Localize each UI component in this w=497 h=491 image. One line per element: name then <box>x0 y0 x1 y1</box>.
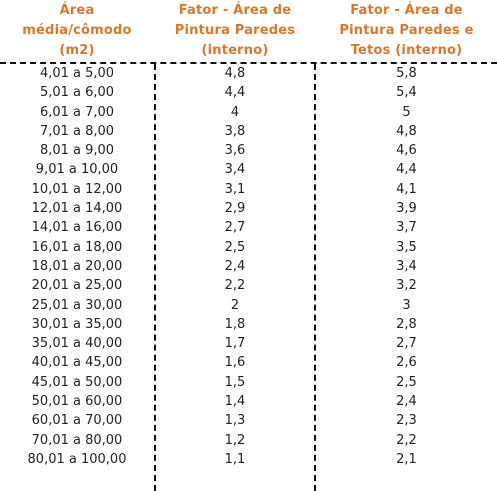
cell-fator-paredes-tetos: 2,7 <box>396 336 417 352</box>
cell-fator-paredes: 3,8 <box>224 123 246 139</box>
cell-fator-paredes: 4,4 <box>224 85 246 101</box>
cell-fator-paredes-tetos: 3,7 <box>396 220 417 236</box>
cell-fator-paredes: 1,4 <box>224 394 246 410</box>
cell-fator-paredes: 4,8 <box>224 66 246 81</box>
table-row <box>0 199 497 218</box>
cell-fator-paredes-tetos: 4,8 <box>396 123 417 139</box>
cell-fator-paredes-tetos: 4,4 <box>396 162 417 178</box>
cell-fator-paredes-tetos: 2,2 <box>396 432 417 448</box>
cell-fator-paredes: 3,1 <box>224 181 246 197</box>
header-fator-paredes-tetos: Fator - Área de Pintura Paredes e Tetos (interno) <box>339 3 474 58</box>
table-row <box>0 315 497 334</box>
cell-area-range: 50,01 a 60,00 <box>31 394 123 410</box>
table-row <box>0 276 497 295</box>
cell-fator-paredes-tetos: 2,5 <box>396 374 417 390</box>
cell-fator-paredes: 2,9 <box>224 201 246 217</box>
header-area-media-comodo: Área média/cômodo (m2) <box>22 3 132 58</box>
cell-fator-paredes: 3,6 <box>224 143 246 159</box>
cell-fator-paredes: 2,5 <box>224 239 246 255</box>
cell-fator-paredes-tetos: 2,4 <box>396 394 417 410</box>
cell-area-range: 45,01 a 50,00 <box>31 374 123 390</box>
table-header <box>0 0 497 64</box>
table-row <box>0 431 497 450</box>
table-row <box>0 122 497 141</box>
cell-fator-paredes: 3,4 <box>224 162 246 178</box>
cell-area-range: 25,01 a 30,00 <box>31 297 123 313</box>
cell-area-range: 6,01 a 7,00 <box>39 104 115 120</box>
cell-area-range: 9,01 a 10,00 <box>35 162 119 178</box>
cell-fator-paredes-tetos: 5 <box>402 104 411 120</box>
cell-area-range: 8,01 a 9,00 <box>39 143 115 159</box>
table-row <box>0 180 497 199</box>
cell-fator-paredes: 2,4 <box>224 258 246 274</box>
cell-fator-paredes-tetos: 3 <box>402 297 411 313</box>
table-row <box>0 450 497 469</box>
cell-fator-paredes-tetos: 4,6 <box>396 143 417 159</box>
cell-area-range: 10,01 a 12,00 <box>31 181 123 197</box>
cell-fator-paredes-tetos: 2,3 <box>396 413 417 429</box>
cell-fator-paredes-tetos: 3,9 <box>396 201 417 217</box>
cell-fator-paredes: 1,8 <box>224 316 246 332</box>
cell-fator-paredes: 1,3 <box>224 413 246 429</box>
cell-fator-paredes: 4 <box>230 104 240 120</box>
table-body <box>0 64 497 469</box>
cell-area-range: 4,01 a 5,00 <box>39 66 115 81</box>
cell-fator-paredes-tetos: 5,4 <box>396 85 417 101</box>
cell-fator-paredes-tetos: 2,6 <box>396 355 417 371</box>
table-row <box>0 353 497 372</box>
table-row <box>0 160 497 179</box>
cell-area-range: 40,01 a 45,00 <box>31 355 123 371</box>
table-row <box>0 103 497 122</box>
cell-area-range: 20,01 a 25,00 <box>31 278 123 294</box>
cell-area-range: 30,01 a 35,00 <box>31 316 123 332</box>
cell-fator-paredes: 1,5 <box>224 374 246 390</box>
table-row <box>0 64 497 83</box>
table-row <box>0 218 497 237</box>
cell-fator-paredes: 1,2 <box>224 432 246 448</box>
table-row <box>0 83 497 102</box>
cell-fator-paredes-tetos: 4,1 <box>396 181 417 197</box>
table-row <box>0 141 497 160</box>
cell-fator-paredes: 1,7 <box>224 336 246 352</box>
cell-area-range: 70,01 a 80,00 <box>31 432 123 448</box>
table-row <box>0 257 497 276</box>
table-row <box>0 411 497 430</box>
table-row <box>0 373 497 392</box>
cell-fator-paredes-tetos: 3,5 <box>396 239 417 255</box>
cell-fator-paredes-tetos: 2,8 <box>396 316 417 332</box>
cell-fator-paredes-tetos: 3,2 <box>396 278 417 294</box>
cell-fator-paredes: 2 <box>230 297 240 313</box>
cell-fator-paredes-tetos: 3,4 <box>396 258 417 274</box>
cell-fator-paredes-tetos: 2,1 <box>396 451 417 467</box>
cell-area-range: 16,01 a 18,00 <box>31 239 123 255</box>
table-row <box>0 238 497 257</box>
cell-area-range: 18,01 a 20,00 <box>31 258 123 274</box>
cell-fator-paredes-tetos: 5,8 <box>396 66 417 81</box>
cell-fator-paredes: 2,2 <box>224 278 246 294</box>
cell-fator-paredes: 2,7 <box>224 220 246 236</box>
cell-area-range: 35,01 a 40,00 <box>31 336 123 352</box>
cell-area-range: 7,01 a 8,00 <box>39 123 115 139</box>
cell-area-range: 80,01 a 100,00 <box>27 451 127 467</box>
cell-area-range: 14,01 a 16,00 <box>31 220 123 236</box>
cell-area-range: 60,01 a 70,00 <box>31 413 123 429</box>
table-row <box>0 296 497 315</box>
cell-area-range: 12,01 a 14,00 <box>31 201 123 217</box>
cell-area-range: 5,01 a 6,00 <box>39 85 115 101</box>
cell-fator-paredes: 1,6 <box>224 355 246 371</box>
table-row <box>0 334 497 353</box>
cell-fator-paredes: 1,1 <box>224 451 246 467</box>
table-row <box>0 392 497 411</box>
header-fator-paredes: Fator - Área de Pintura Paredes (interno) <box>174 3 296 58</box>
